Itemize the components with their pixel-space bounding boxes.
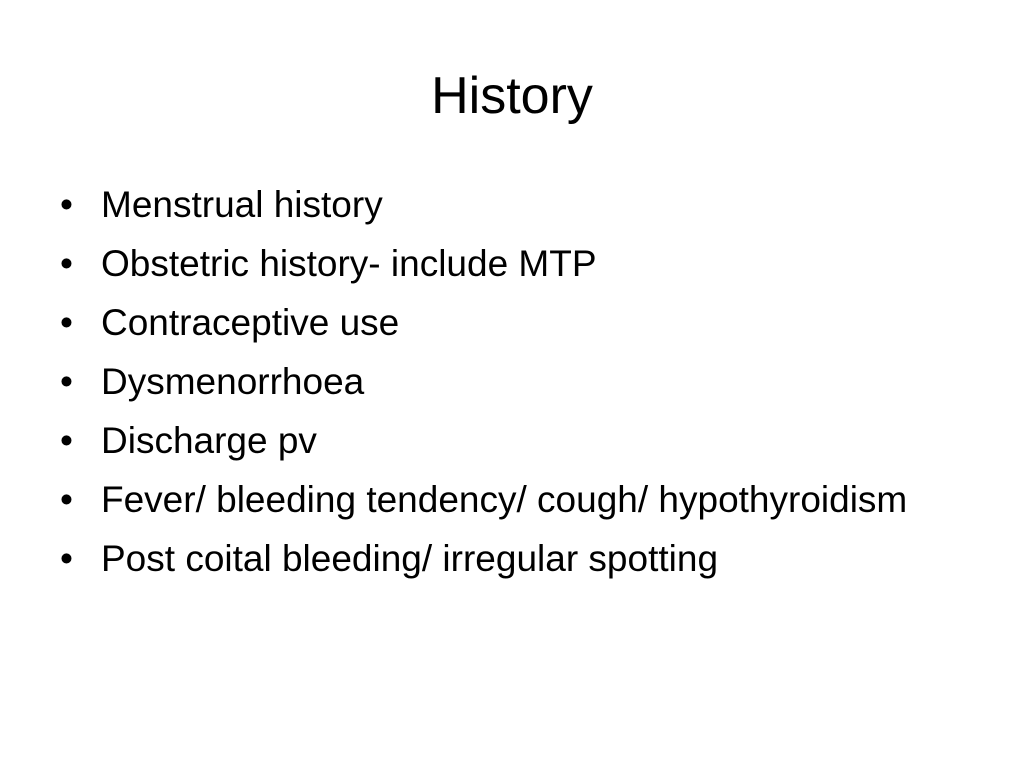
list-item (60, 182, 960, 228)
bullet-icon: • (60, 420, 73, 461)
list-item-text: Dysmenorrhoea (101, 361, 365, 402)
bullet-icon: • (60, 184, 73, 225)
bullet-icon: • (60, 302, 73, 343)
bullet-icon: • (60, 243, 73, 284)
bullet-icon: • (60, 479, 73, 520)
list-item-text: Post coital bleeding/ irregular spotting (101, 538, 719, 579)
list-item-text: Contraceptive use (101, 302, 400, 343)
bullet-icon: • (60, 538, 73, 579)
list-item-text: Obstetric history- include MTP (101, 243, 597, 284)
list-item (60, 418, 960, 464)
list-item (60, 300, 960, 346)
list-item (60, 241, 960, 287)
list-item-text: Menstrual history (101, 184, 383, 225)
list-item-text: Fever/ bleeding tendency/ cough/ hypothyroidism (101, 479, 908, 520)
slide-title: History (431, 67, 593, 125)
bullet-list (60, 182, 960, 595)
list-item (60, 536, 960, 582)
bullet-icon: • (60, 361, 73, 402)
list-item (60, 359, 960, 405)
list-item-text: Discharge pv (101, 420, 317, 461)
list-item (60, 477, 960, 523)
